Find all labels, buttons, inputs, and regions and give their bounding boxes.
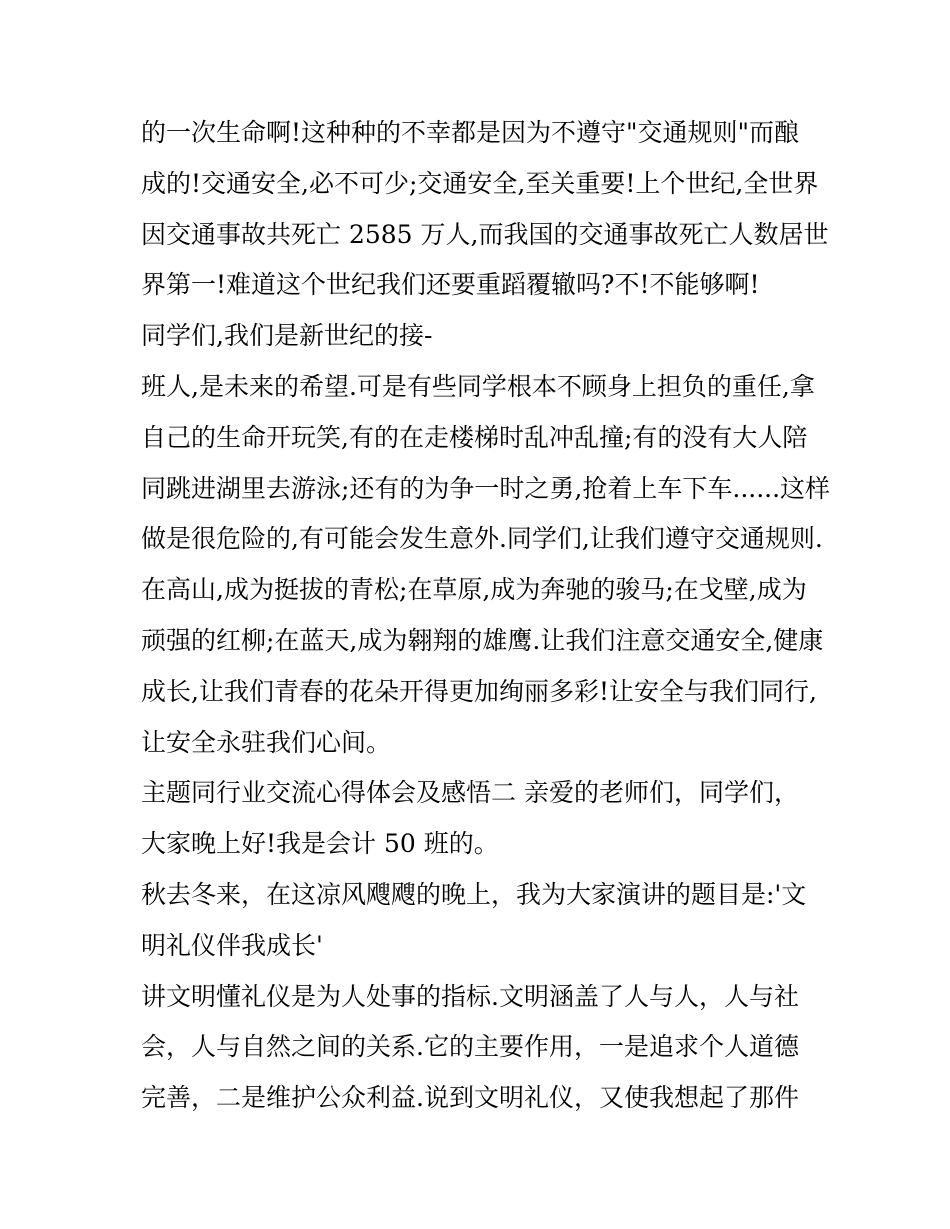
text-line: 明礼仪伴我成长' [141, 930, 323, 960]
text-line: 大家晚上好!我是会计 50 班的。 [141, 829, 499, 859]
text-line: 在高山,成为挺拔的青松;在草原,成为奔驰的骏马;在戈壁,成为 [141, 575, 807, 605]
text-line: 同学们,我们是新世纪的接- [141, 321, 433, 351]
text-line: 自己的生命开玩笑,有的在走楼梯时乱冲乱撞;有的没有大人陪 [141, 422, 808, 452]
text-line: 主题同行业交流心得体会及感悟二 亲爱的老师们，同学们， [141, 778, 799, 808]
text-line: 班人,是未来的希望.可是有些同学根本不顾身上担负的重任,拿 [141, 371, 815, 401]
text-line: 界第一!难道这个世纪我们还要重蹈覆辙吗?不!不能够啊! [141, 270, 760, 300]
text-line: 做是很危险的,有可能会发生意外.同学们,让我们遵守交通规则. [141, 524, 823, 554]
text-line: 的一次生命啊!这种种的不幸都是因为不遵守"交通规则"而酿 [141, 118, 800, 147]
text-line: 会，人与自然之间的关系.它的主要作用，一是追求个人道德 [141, 1032, 799, 1062]
text-line: 因交通事故共死亡 2585 万人,而我国的交通事故死亡人数居世 [141, 219, 829, 249]
text-line: 讲文明懂礼仪是为人处事的指标.文明涵盖了人与人，人与社 [141, 981, 799, 1011]
text-line: 完善，二是维护公众利益.说到文明礼仪，又使我想起了那件 [141, 1083, 799, 1113]
text-line: 成的!交通安全,必不可少;交通安全,至关重要!上个世纪,全世界 [141, 168, 819, 198]
text-line: 顽强的红柳;在蓝天,成为翱翔的雄鹰.让我们注意交通安全,健康 [141, 625, 824, 655]
document-body [141, 108, 831, 1124]
text-line: 同跳进湖里去游泳;还有的为争一时之勇,抢着上车下车......这样 [141, 473, 831, 503]
text-line: 秋去冬来，在这凉风飕飕的晚上，我为大家演讲的题目是:'文 [141, 879, 807, 909]
text-line: 让安全永驻我们心间。 [141, 727, 392, 757]
text-line: 成长,让我们青春的花朵开得更加绚丽多彩!让安全与我们同行, [141, 676, 817, 706]
